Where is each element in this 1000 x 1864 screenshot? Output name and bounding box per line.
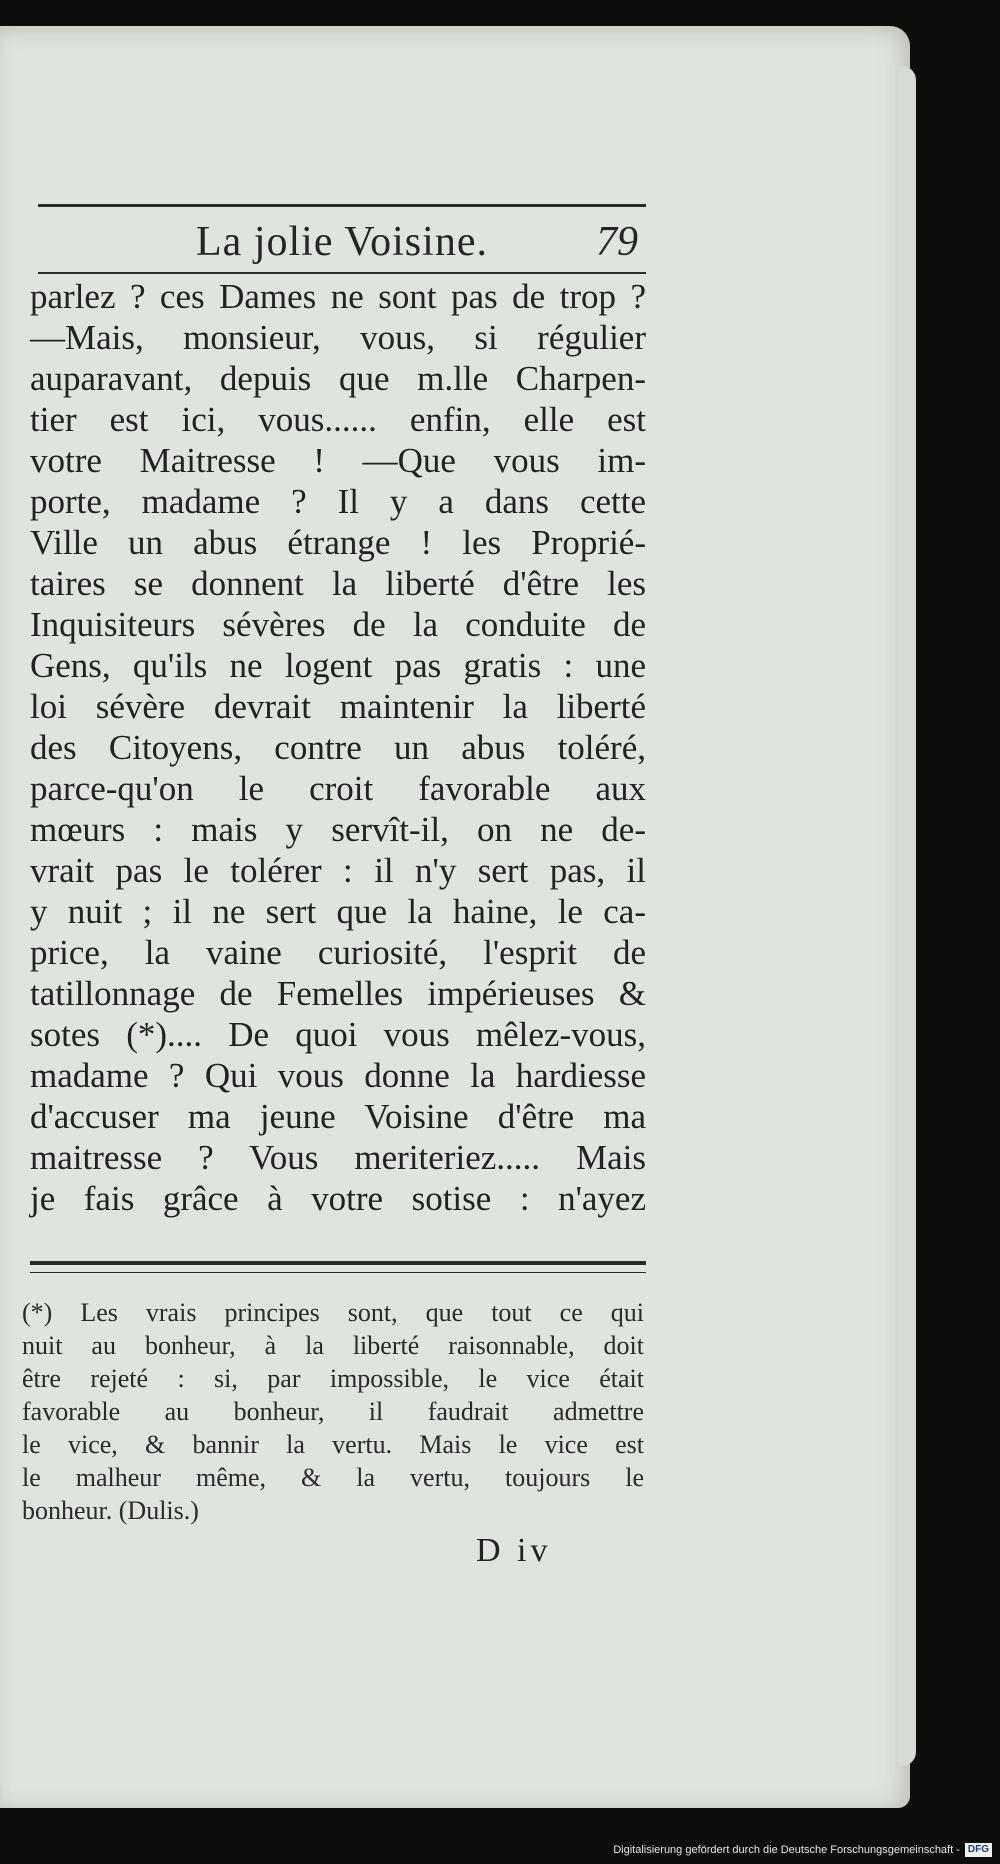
body-line: mœurs : mais y servît-il, on ne de- <box>30 810 646 849</box>
body-line: price, la vaine curiosité, l'esprit de <box>30 933 646 972</box>
body-line: loi sévère devrait maintenir la liberté <box>30 687 646 726</box>
body-line: je fais grâce à votre sotise : n'ayez <box>30 1179 646 1218</box>
body-line: votre Maitresse ! —Que vous im- <box>30 441 646 480</box>
body-line: parce-qu'on le croit favorable aux <box>30 769 646 808</box>
footnote-line: le malheur même, & la vertu, toujours le <box>22 1463 644 1492</box>
body-line: taires se donnent la liberté d'être les <box>30 564 646 603</box>
running-title: La jolie Voisine. <box>196 219 488 265</box>
page-header <box>38 218 646 274</box>
body-line: madame ? Qui vous donne la hardiesse <box>30 1056 646 1095</box>
body-line: porte, madame ? Il y a dans cette <box>30 482 646 521</box>
body-line: d'accuser ma jeune Voisine d'être ma <box>30 1097 646 1136</box>
header-bottom-rule <box>38 272 646 274</box>
footnote-line: favorable au bonheur, il faudrait admettre <box>22 1397 644 1426</box>
footnote <box>22 1296 644 1527</box>
body-line: maitresse ? Vous meriteriez..... Mais <box>30 1138 646 1177</box>
body-line: tier est ici, vous...... enfin, elle est <box>30 400 646 439</box>
body-line: y nuit ; il ne sert que la haine, le ca- <box>30 892 646 931</box>
body-line: sotes (*).... De quoi vous mêlez-vous, <box>30 1015 646 1054</box>
signature-mark: D iv <box>476 1532 552 1569</box>
footnote-line: le vice, & bannir la vertu. Mais le vice est <box>22 1430 644 1459</box>
body-line: —Mais, monsieur, vous, si régulier <box>30 318 646 357</box>
body-text <box>30 276 646 1219</box>
digitization-footer <box>613 1840 992 1860</box>
footnote-line: être rejeté : si, par impossible, le vice était <box>22 1364 644 1393</box>
footnote-line: (*) Les vrais principes sont, que tout ce qui <box>22 1298 644 1327</box>
footnote-line: nuit au bonheur, à la liberté raisonnable, doit <box>22 1331 644 1360</box>
digitization-credit: Digitalisierung gefördert durch die Deutsche Forschungsgemeinschaft - <box>613 1844 960 1856</box>
body-line: Ville un abus étrange ! les Proprié- <box>30 523 646 562</box>
body-line: des Citoyens, contre un abus toléré, <box>30 728 646 767</box>
footnote-line: bonheur. (Dulis.) <box>22 1496 199 1525</box>
footnote-rule-thick <box>30 1261 646 1265</box>
body-line: parlez ? ces Dames ne sont pas de trop ? <box>30 277 646 316</box>
body-line: Gens, qu'ils ne logent pas gratis : une <box>30 646 646 685</box>
footnote-rule-thin <box>30 1272 646 1273</box>
body-line: tatillonnage de Femelles impérieuses & <box>30 974 646 1013</box>
body-line: auparavant, depuis que m.lle Charpen- <box>30 359 646 398</box>
book-page <box>0 26 910 1808</box>
header-top-rule <box>38 204 646 207</box>
dfg-logo-icon: DFG <box>965 1843 992 1857</box>
page-number: 79 <box>596 219 638 265</box>
body-line: Inquisiteurs sévères de la conduite de <box>30 605 646 644</box>
body-line: vrait pas le tolérer : il n'y sert pas, il <box>30 851 646 890</box>
